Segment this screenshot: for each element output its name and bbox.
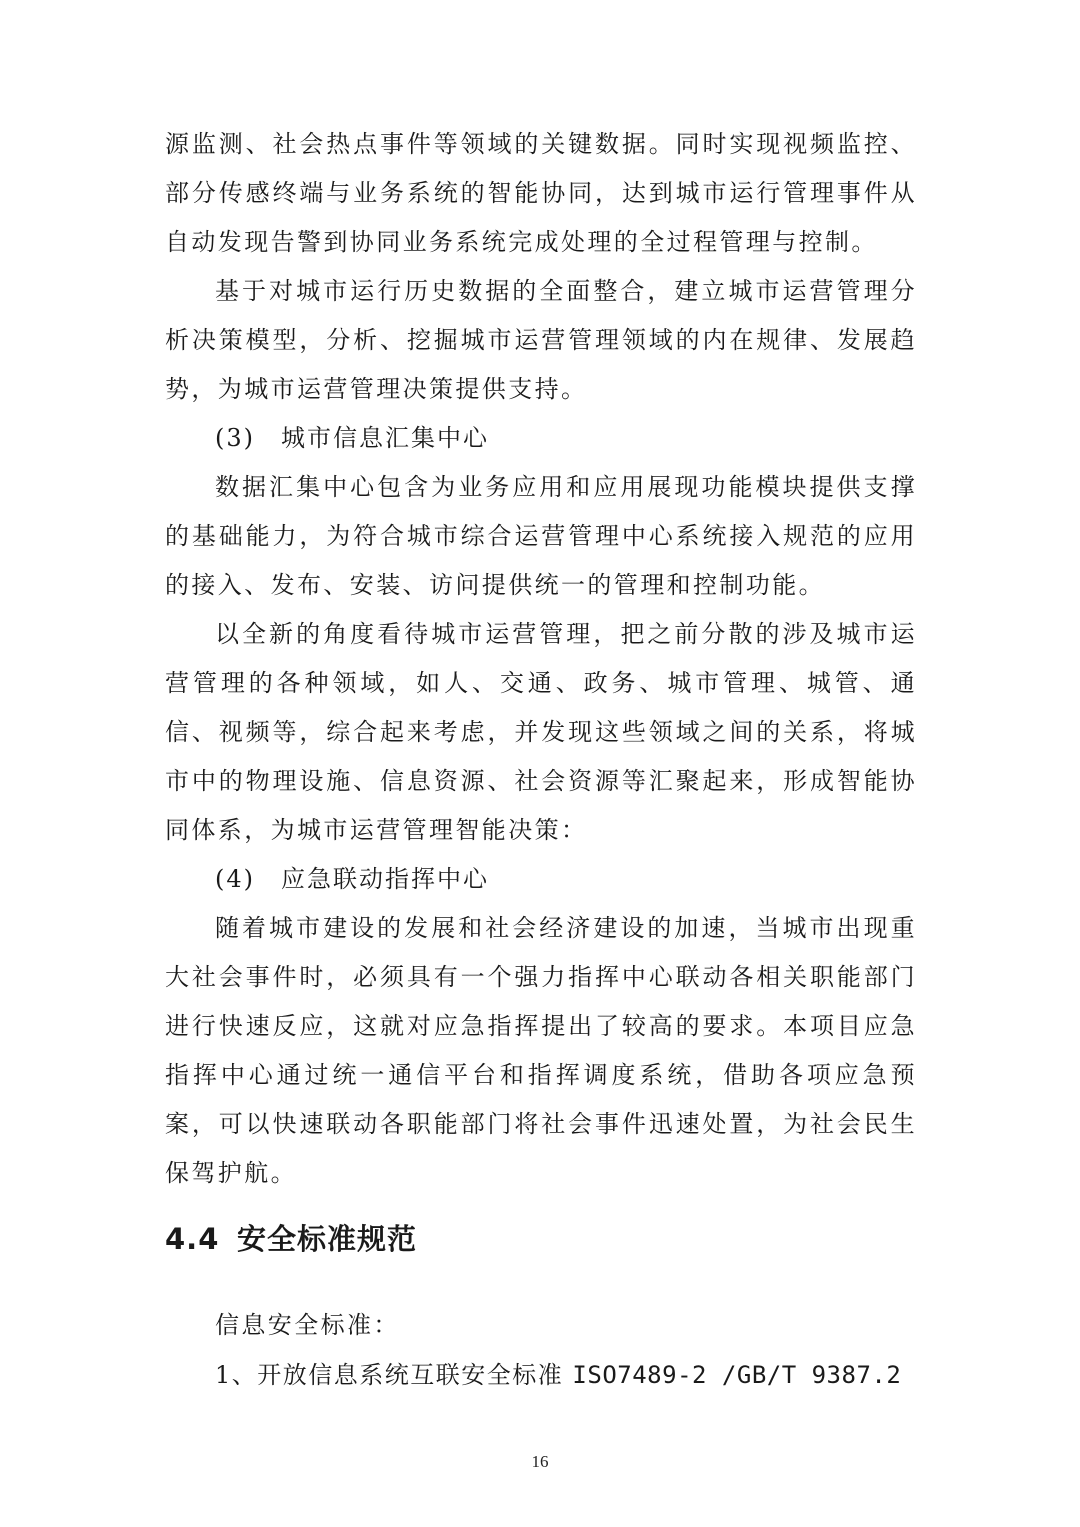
subsection-heading-3 xyxy=(165,414,917,463)
subsection-heading-4 xyxy=(165,855,917,904)
standard-label: 1、开放信息系统互联安全标准 xyxy=(215,1361,564,1389)
section-heading xyxy=(165,1217,417,1261)
paragraph: 以全新的角度看待城市运营管理，把之前分散的涉及城市运营管理的各种领域，如人、交通、政务、城市管理、城管、通信、视频等，综合起来考虑，并发现这些领域之间的关系，将城市中的物理设施、信息资源、社会资源等汇聚起来，形成智能协同体系，为城市运营管理智能决策： xyxy=(165,620,917,844)
paragraph-continued: 源监测、社会热点事件等领域的关键数据。同时实现视频监控、部分传感终端与业务系统的智能协同，达到城市运行管理事件从自动发现告警到协同业务系统完成处理的全过程管理与控制。 xyxy=(165,130,917,256)
section-number: 4.4 xyxy=(165,1222,220,1256)
subsection-number: (3) xyxy=(215,424,255,452)
standards-block xyxy=(165,1300,917,1400)
subsection-title: 城市信息汇集中心 xyxy=(281,424,489,452)
section-title: 安全标准规范 xyxy=(237,1222,418,1256)
subsection-title: 应急联动指挥中心 xyxy=(281,865,489,893)
subsection-number: (4) xyxy=(215,865,255,893)
page-number: 16 xyxy=(531,1452,549,1471)
standard-code: ISO7489-2 /GB/T 9387.2 xyxy=(572,1361,902,1389)
paragraph: 随着城市建设的发展和社会经济建设的加速，当城市出现重大社会事件时，必须具有一个强力指挥中心联动各相关职能部门进行快速反应，这就对应急指挥提出了较高的要求。本项目应急指挥中心通过统一通信平台和指挥调度系统，借助各项应急预案，可以快速联动各职能部门将社会事件迅速处置，为社会民生保驾护航。 xyxy=(165,914,917,1187)
body-text-block xyxy=(165,120,917,1198)
standards-intro: 信息安全标准： xyxy=(215,1311,400,1339)
paragraph: 基于对城市运行历史数据的全面整合，建立城市运营管理分析决策模型，分析、挖掘城市运营管理领域的内在规律、发展趋势，为城市运营管理决策提供支持。 xyxy=(165,277,917,403)
standard-item xyxy=(165,1350,917,1400)
paragraph: 数据汇集中心包含为业务应用和应用展现功能模块提供支撑的基础能力，为符合城市综合运营管理中心系统接入规范的应用的接入、发布、安装、访问提供统一的管理和控制功能。 xyxy=(165,473,917,599)
